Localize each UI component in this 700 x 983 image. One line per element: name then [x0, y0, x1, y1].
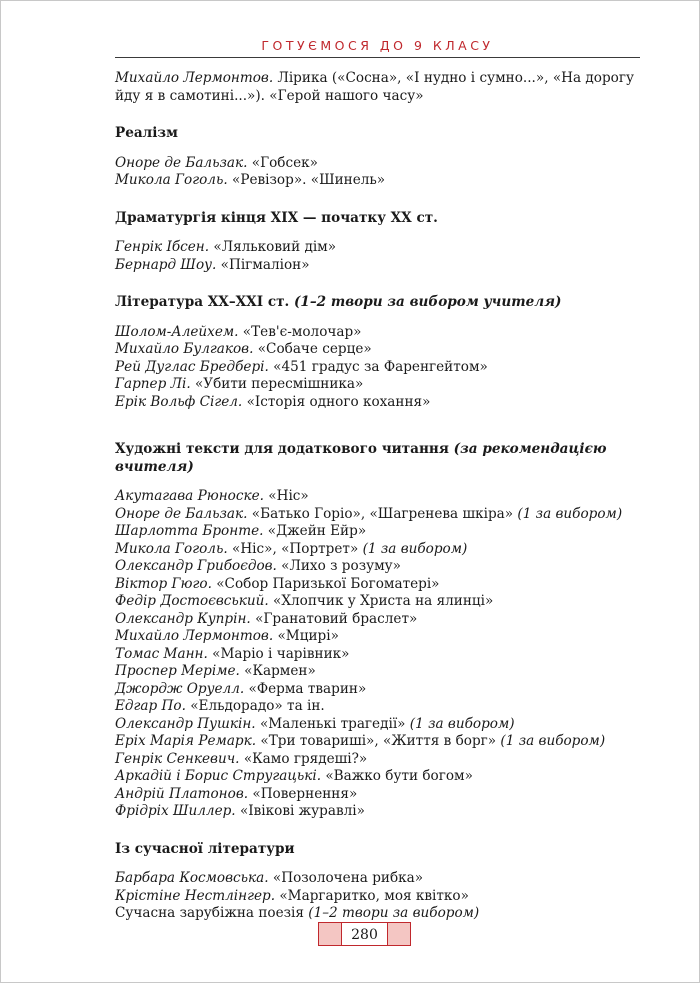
intro-author: Михайло Лермонтов. [115, 70, 274, 86]
list-item [115, 593, 635, 611]
list-item [115, 646, 635, 664]
list-item [115, 733, 635, 751]
sections-container [115, 125, 635, 923]
entry-works: «Камо грядеші?» [239, 750, 368, 767]
entry-works: «Мцирі» [273, 628, 339, 644]
entry-works: «Ніс» [263, 488, 309, 504]
entry-author: Гарпер Лі. [115, 376, 191, 392]
list-item [115, 324, 635, 342]
entry-works: «Собаче серце» [253, 341, 372, 357]
entry-works: «Ляльковий дім» [209, 239, 337, 255]
list-item [115, 155, 635, 173]
entry-author: Фрідріх Шиллер. [115, 803, 236, 819]
entry-author: Андрій Платонов. [115, 785, 249, 802]
entry-works: «Пігмаліон» [216, 256, 310, 273]
entry-works: «Ніс», «Портрет» [227, 540, 359, 557]
entry-works: «Важко бути богом» [321, 768, 473, 784]
entry-author: Оноре де Бальзак. [115, 505, 248, 522]
entry-author: Микола Гоголь. [115, 172, 228, 188]
list-item [115, 803, 635, 821]
entry-works: «Джейн Ейр» [263, 523, 367, 539]
entry-author: Федір Достоєвський. [115, 593, 269, 609]
entry-author: Олександр Пушкін. [115, 715, 256, 732]
intro-text: Лірика («Сосна», «І нудно і сумно...», «На дорогу йду я в самотині...»). «Герой нашого часу» [115, 70, 634, 104]
entry-note: (1 за вибором) [405, 715, 515, 732]
section [115, 841, 635, 923]
list-item [115, 681, 635, 699]
entry-author: Олександр Грибоєдов. [115, 558, 277, 574]
content [115, 70, 635, 923]
entry-note: (1–2 твори за вибором) [303, 905, 480, 921]
section-title-text: Драматургія кінця XIX — початку XX ст. [115, 209, 438, 226]
list-item [115, 506, 635, 524]
entry-author: Еріх Марія Ремарк. [115, 733, 257, 749]
running-header: ГОТУЄМОСЯ ДО 9 КЛАСУ [261, 38, 494, 53]
header-rule [115, 57, 640, 58]
entry-author: Генрік Ібсен. [115, 239, 210, 255]
section-title-note: (1–2 твори за вибором учителя) [289, 294, 562, 310]
entry-works: «Ферма тварин» [244, 680, 367, 697]
entry-author: Михайло Булгаков. [115, 341, 254, 357]
entry-author: Аркадій і Борис Стругацькі. [115, 768, 322, 784]
section-title [115, 210, 635, 228]
entry-works: «Івікові журавлі» [235, 803, 365, 819]
section-title-text: Література XX–XXI ст. [115, 294, 290, 310]
list-item [115, 558, 635, 576]
entry-author: Олександр Купрін. [115, 610, 251, 627]
entry-note: (1 за вибором) [513, 505, 623, 522]
list-item [115, 905, 635, 923]
list-item [115, 628, 635, 646]
list-item [115, 394, 635, 412]
entry-works: «Історія одного кохання» [242, 393, 431, 410]
list-item [115, 488, 635, 506]
list-item [115, 172, 635, 190]
footer-left-box [318, 922, 342, 946]
entry-author: Віктор Гюго. [115, 575, 212, 592]
entry-works: «Лихо з розуму» [276, 558, 401, 574]
list-item [115, 239, 635, 257]
entry-works: Сучасна зарубіжна поезія [115, 905, 304, 921]
section-title-note: (за рекомендацією вчителя) [115, 441, 607, 475]
entry-author: Крістіне Нестлінгер. [115, 887, 276, 904]
entry-author: Ерік Вольф Сігел. [115, 393, 243, 410]
section-title-text: Реалізм [115, 125, 178, 141]
list-item [115, 257, 635, 275]
entry-author: Джордж Оруелл. [115, 680, 245, 697]
list-item [115, 341, 635, 359]
list-item [115, 376, 635, 394]
entry-author: Шарлотта Бронте. [115, 523, 264, 539]
section-title [115, 841, 635, 859]
list-item [115, 870, 635, 888]
entry-author: Михайло Лермонтов. [115, 628, 274, 644]
entry-author: Едгар По. [115, 698, 186, 714]
entry-author: Акутагава Рюноске. [115, 488, 264, 504]
entry-author: Барбара Космовська. [115, 870, 269, 886]
list-item [115, 698, 635, 716]
entry-author: Рей Дуглас Бредбері. [115, 358, 269, 375]
entry-works: «Ельдорадо» та ін. [185, 698, 325, 714]
page-number: 280 [342, 922, 387, 946]
entry-works: «Гобсек» [247, 154, 318, 171]
section-title-text: Із сучасної літератури [115, 840, 295, 857]
footer-right-box [387, 922, 411, 946]
entry-note: (1 за вибором) [358, 540, 468, 557]
list-item [115, 768, 635, 786]
entry-works: «451 градус за Фаренгейтом» [268, 358, 488, 375]
entry-author: Шолом-Алейхем. [115, 323, 239, 340]
list-item [115, 576, 635, 594]
entry-note: (1 за вибором) [496, 733, 606, 749]
list-item [115, 716, 635, 734]
section [115, 210, 635, 275]
entry-author: Микола Гоголь. [115, 540, 228, 557]
entry-works: «Гранатовий браслет» [250, 610, 418, 627]
section [115, 441, 635, 821]
entry-works: «Позолочена рибка» [268, 870, 424, 886]
list-item [115, 751, 635, 769]
list-item [115, 786, 635, 804]
entry-author: Генрік Сенкевич. [115, 750, 240, 767]
entry-works: «Маленькі трагедії» [255, 715, 406, 732]
entry-works: «Собор Паризької Богоматері» [211, 575, 440, 592]
list-item [115, 611, 635, 629]
page-footer [318, 922, 411, 946]
list-item [115, 541, 635, 559]
section [115, 125, 635, 190]
list-item [115, 663, 635, 681]
entry-author: Бернард Шоу. [115, 256, 217, 273]
entry-works: «Батько Горіо», «Шагренева шкіра» [247, 505, 514, 522]
entry-author: Оноре де Бальзак. [115, 154, 248, 171]
entry-works: «Кармен» [239, 663, 316, 679]
entry-works: «Хлопчик у Христа на ялинці» [268, 593, 494, 609]
section-title-text: Художні тексти для додаткового читання [115, 441, 449, 457]
entry-works: «Маріо і чарівник» [207, 645, 350, 662]
section-title [115, 441, 635, 476]
list-item [115, 523, 635, 541]
section-title [115, 294, 635, 312]
section-title [115, 125, 635, 143]
section [115, 294, 635, 411]
list-item [115, 359, 635, 377]
entry-works: «Повернення» [248, 785, 358, 802]
entry-author: Томас Манн. [115, 645, 208, 662]
list-item [115, 888, 635, 906]
intro-paragraph [115, 70, 635, 105]
entry-works: «Маргаритко, моя квітко» [275, 887, 469, 904]
entry-works: «Убити пересмішника» [190, 376, 364, 392]
entry-works: «Три товариші», «Життя в борг» [256, 733, 497, 749]
entry-author: Проспер Меріме. [115, 663, 240, 679]
entry-works: «Тев'є-молочар» [238, 323, 362, 340]
entry-works: «Ревізор». «Шинель» [227, 172, 386, 188]
